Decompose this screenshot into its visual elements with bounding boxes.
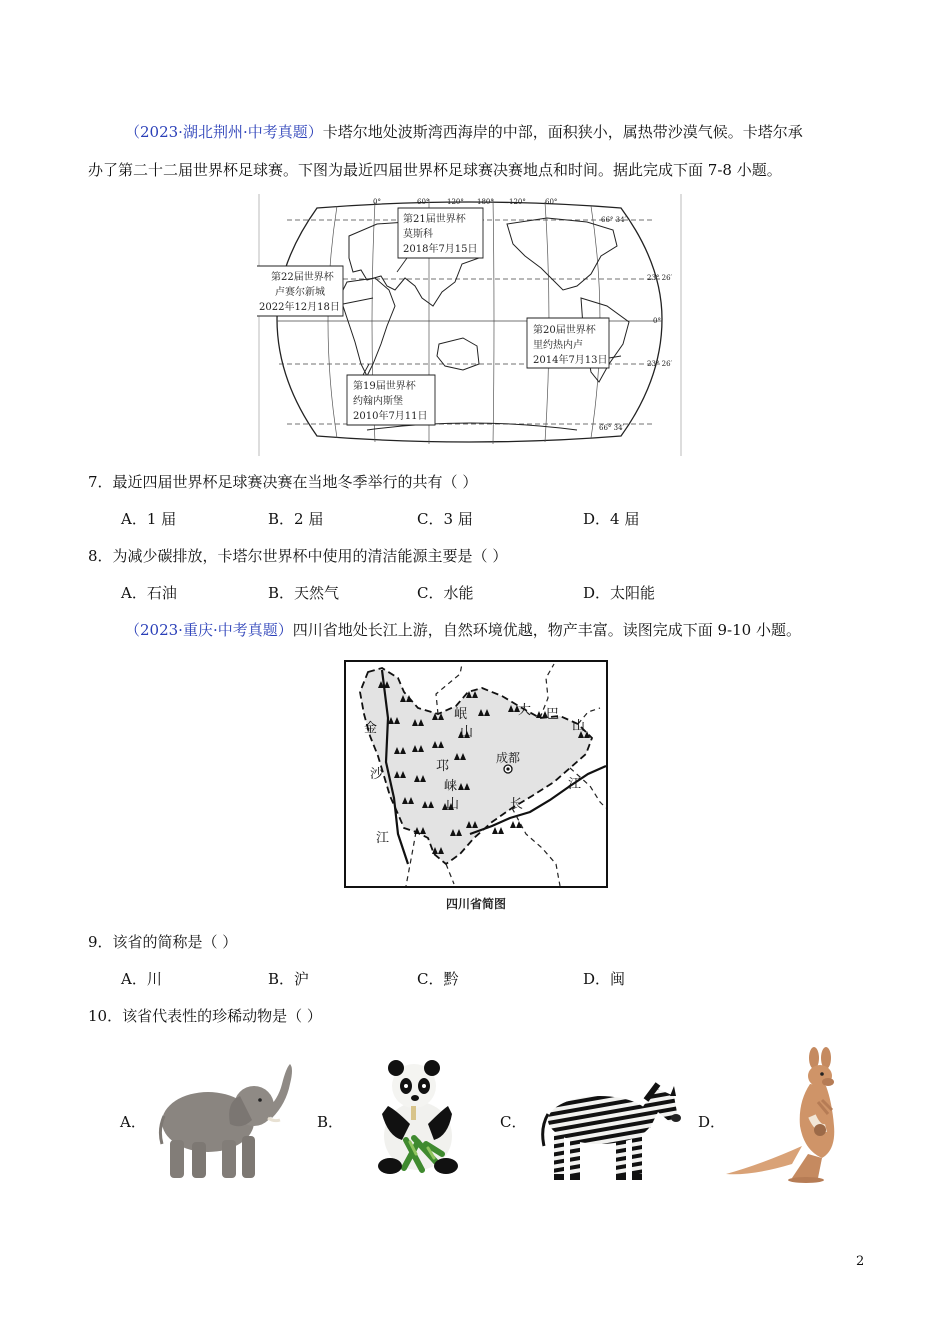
sichuan-map <box>342 658 610 914</box>
q9-option-d[interactable]: D．闽 <box>583 970 626 988</box>
intro2-line <box>125 620 801 640</box>
svg-text:2010年7月11日: 2010年7月11日 <box>353 411 428 422</box>
label-lai: 崃 <box>444 779 458 794</box>
q7-option-b[interactable]: B．2 届 <box>268 510 324 528</box>
q8-option-b[interactable]: B．天然气 <box>268 584 340 602</box>
q9-option-c[interactable]: C．黔 <box>417 970 459 988</box>
kangaroo-image[interactable] <box>722 1046 848 1184</box>
q10-option-b-label[interactable]: B． <box>317 1113 344 1131</box>
label-chang: 长 <box>510 797 524 812</box>
lon-tick-120w: 120° <box>509 198 526 206</box>
label-qionglai-shan: 山 <box>446 797 460 812</box>
intro2-text: 四川省地处长江上游，自然环境优越，物产丰富。读图完成下面 9-10 小题。 <box>292 621 801 639</box>
question-9: 9．该省的简称是（ ） <box>88 933 238 951</box>
lat-label-tropic-n: 23° 26′ <box>647 274 673 282</box>
q8-option-d[interactable]: D．太阳能 <box>583 584 656 602</box>
svg-text:卢赛尔新城: 卢赛尔新城 <box>275 287 325 298</box>
question-8: 8．为减少碳排放，卡塔尔世界杯中使用的清洁能源主要是（ ） <box>88 547 508 565</box>
label-ba: 巴 <box>546 707 560 722</box>
intro1-text-a: 卡塔尔地处波斯湾西海岸的中部，面积狭小，属热带沙漠气候。卡塔尔承 <box>322 123 803 141</box>
svg-text:2018年7月15日: 2018年7月15日 <box>403 244 478 255</box>
zebra-image[interactable] <box>538 1074 682 1184</box>
label-ba-shan: 山 <box>572 719 586 734</box>
q9-option-a[interactable]: A．川 <box>121 970 162 988</box>
label-jin: 金 <box>364 721 378 736</box>
svg-text:里约热内卢: 里约热内卢 <box>533 340 583 351</box>
intro1-source[interactable]: （2023·湖北荆州·中考真题） <box>125 123 323 141</box>
lat-label-equator: 0° <box>653 317 661 325</box>
lon-tick-60: 60° <box>417 198 430 206</box>
svg-text:第19届世界杯: 第19届世界杯 <box>353 381 416 392</box>
label-chang-jiang: 江 <box>568 777 582 792</box>
q10-option-c-label[interactable]: C． <box>500 1113 527 1131</box>
world-cup-map <box>257 194 683 456</box>
q7-option-d[interactable]: D．4 届 <box>583 510 640 528</box>
lon-tick-180: 180° <box>477 198 494 206</box>
q10-option-d-label[interactable]: D． <box>698 1113 726 1131</box>
svg-text:第20届世界杯: 第20届世界杯 <box>533 325 596 336</box>
svg-text:莫斯科: 莫斯科 <box>403 229 433 240</box>
city-label-chengdu: 成都 <box>496 751 521 765</box>
elephant-image[interactable] <box>156 1060 296 1182</box>
label-da: 大 <box>518 703 532 718</box>
intro1-line2: 办了第二十二届世界杯足球赛。下图为最近四届世界杯足球赛决赛地点和时间。据此完成下面 7-8 小题。 <box>88 161 782 179</box>
lon-tick-60w: 60° <box>545 198 558 206</box>
lat-label-arctic: 66° 34′ <box>601 216 627 224</box>
label-min: 岷 <box>454 707 468 722</box>
svg-text:约翰内斯堡: 约翰内斯堡 <box>353 396 403 407</box>
lon-tick-0: 0° <box>373 198 381 206</box>
lat-label-tropic-s: 23° 26′ <box>647 360 673 368</box>
label-jinsha-jiang: 江 <box>376 831 390 846</box>
chengdu-marker <box>504 765 512 773</box>
svg-text:2014年7月13日: 2014年7月13日 <box>533 355 608 366</box>
callout-2014-rio <box>527 318 621 368</box>
lat-label-antarctic: 66° 34′ <box>599 424 625 432</box>
q8-option-c[interactable]: C．水能 <box>417 584 474 602</box>
panda-image[interactable] <box>376 1058 460 1176</box>
q7-option-a[interactable]: A．1 届 <box>121 510 177 528</box>
question-10: 10．该省代表性的珍稀动物是（ ） <box>88 1007 322 1025</box>
page-number: 2 <box>856 1254 865 1269</box>
svg-text:第21届世界杯: 第21届世界杯 <box>403 214 466 225</box>
q9-option-b[interactable]: B．沪 <box>268 970 310 988</box>
q7-option-c[interactable]: C．3 届 <box>417 510 473 528</box>
intro1-line1 <box>125 122 803 142</box>
label-qiong: 邛 <box>436 759 450 774</box>
question-7: 7．最近四届世界杯足球赛决赛在当地冬季举行的共有（ ） <box>88 473 478 491</box>
q8-option-a[interactable]: A．石油 <box>121 584 177 602</box>
sichuan-map-caption: 四川省简图 <box>445 897 507 911</box>
q10-option-a-label[interactable]: A． <box>120 1113 146 1131</box>
intro2-source[interactable]: （2023·重庆·中考真题） <box>125 621 293 639</box>
lon-tick-120: 120° <box>447 198 464 206</box>
label-min-shan: 山 <box>460 725 474 740</box>
label-sha: 沙 <box>370 767 384 782</box>
svg-text:第22届世界杯: 第22届世界杯 <box>271 272 334 283</box>
svg-text:2022年12月18日: 2022年12月18日 <box>259 302 340 313</box>
